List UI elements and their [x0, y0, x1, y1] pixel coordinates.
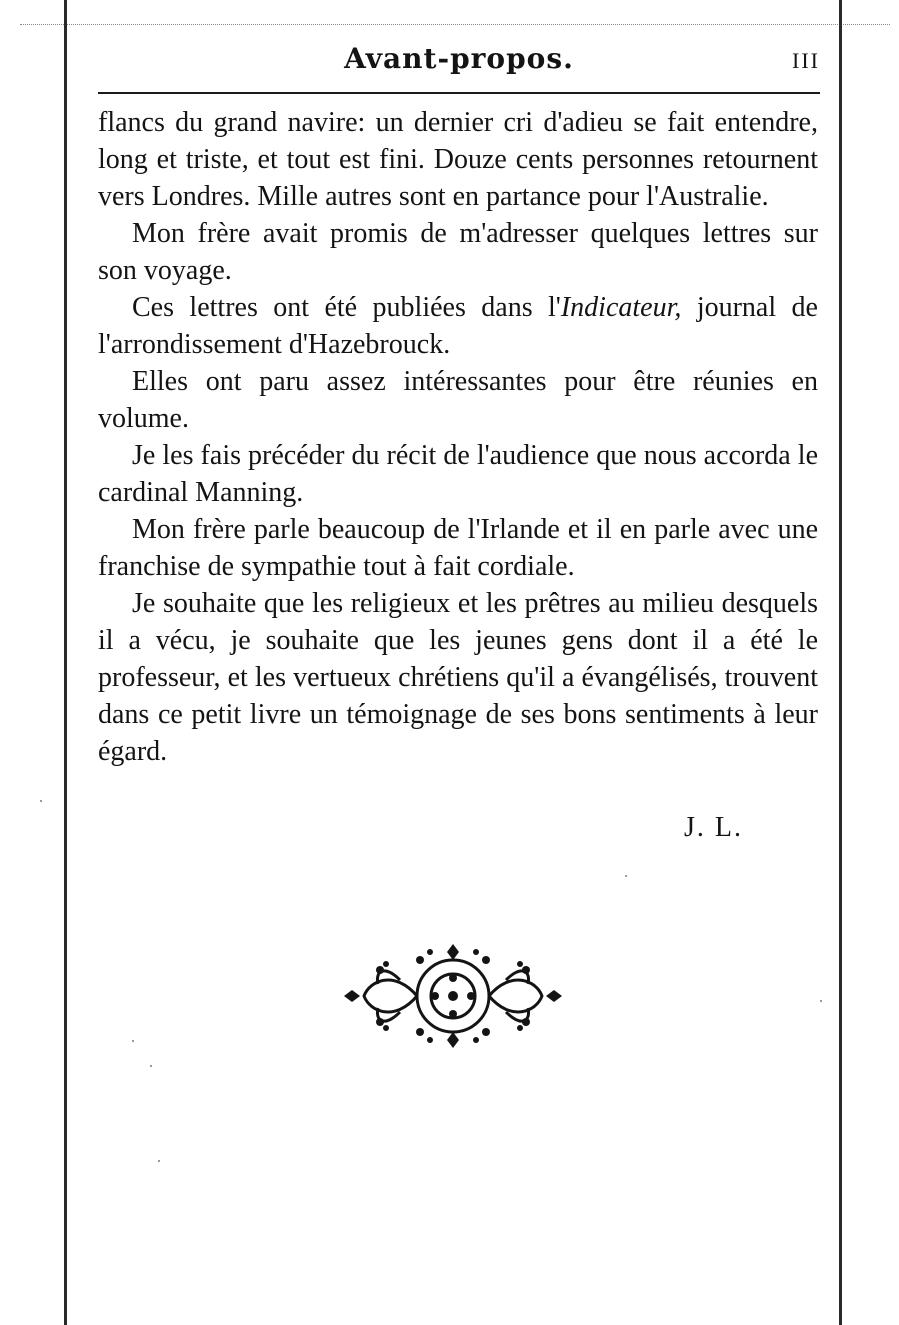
paragraph-text: Je les fais précéder du récit de l'audience que nous accorda le cardinal Manning. [98, 440, 818, 508]
paragraph [98, 511, 818, 585]
paragraph [98, 215, 818, 289]
paragraph-text: Mon frère parle beaucoup de l'Irlande et il en parle avec une franchise de sympathie tout à fait cordiale. [98, 514, 818, 582]
page-number: III [792, 48, 820, 73]
paragraph [98, 585, 818, 770]
paper-speck [625, 875, 627, 877]
header-rule [98, 92, 820, 94]
paragraph-text: flancs du grand navire: un dernier cri d'adieu se fait entendre, long et triste, et tout est fini. Douze cents personnes retournent vers Londres. Mille autres sont en partance pour l'Australie. [98, 107, 818, 212]
floral-ornament-icon [340, 940, 566, 1052]
top-edge-rule [20, 24, 890, 27]
paragraph-text: Elles ont paru assez intéressantes pour être réunies en volume. [98, 366, 818, 434]
paragraph-text: journal de l'arrondissement d'Hazebrouck. [98, 292, 818, 360]
paragraph-text: Ces lettres ont été publiées dans l' [132, 292, 561, 323]
paper-speck [150, 1065, 152, 1067]
journal-title: Indicateur, [560, 292, 682, 323]
running-title: Avant-propos. [344, 42, 574, 75]
paragraph-continued [98, 104, 818, 215]
paper-speck [158, 1160, 160, 1162]
running-head [98, 42, 820, 82]
paragraph-text: Mon frère avait promis de m'adresser quelques lettres sur son voyage. [98, 218, 818, 286]
right-page-border [839, 0, 842, 1325]
paragraph [98, 289, 818, 363]
body-text [98, 104, 818, 770]
paragraph-text: Je souhaite que les religieux et les prêtres au milieu desquels il a vécu, je souhaite que les jeunes gens dont il a été le professeur, et les vertueux chrétiens qu'il a évangélisés, trouvent dans ce petit livre un témoignage de ses bons sentiments à leur égard. [98, 588, 818, 767]
paper-speck [40, 800, 42, 802]
paragraph [98, 363, 818, 437]
signature: J. L. [684, 812, 743, 843]
paper-speck [820, 1000, 822, 1002]
left-page-border [64, 0, 67, 1325]
paragraph [98, 437, 818, 511]
paper-speck [132, 1040, 134, 1042]
